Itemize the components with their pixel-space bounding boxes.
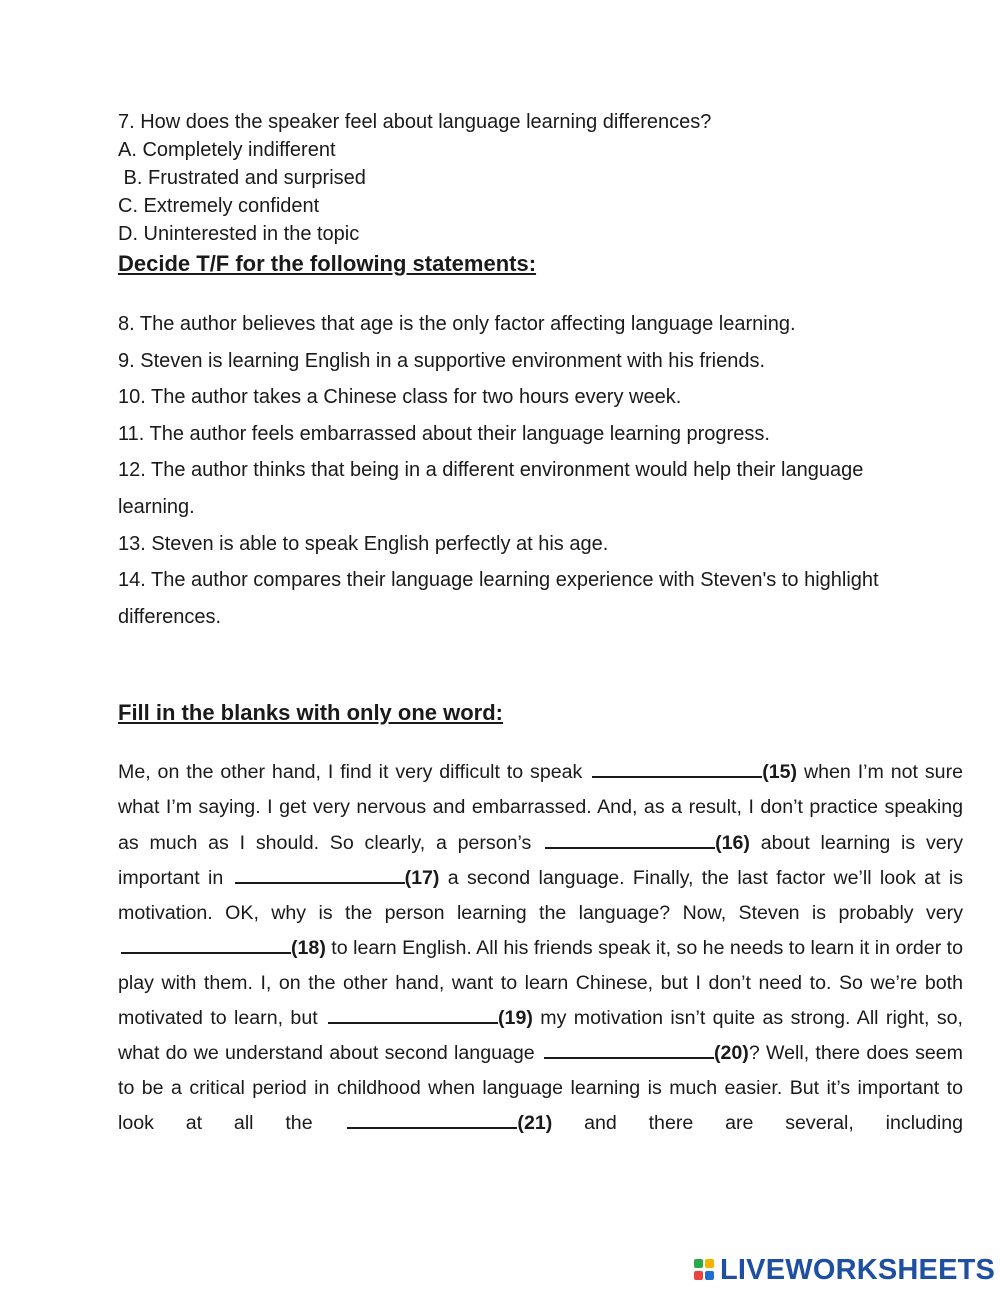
passage-text: when I’m not sure what I’m saying. I get very nervous and embarrassed. And, as a result, I don’t practice speaking as much as I should. So clearly, a person’s <box>118 761 963 854</box>
option-b[interactable]: B. Frustrated and surprised <box>118 167 366 189</box>
statement-9: 9. Steven is learning English in a supportive environment with his friends. <box>118 349 766 372</box>
blank-17-input[interactable] <box>235 864 405 884</box>
logo-square-green <box>694 1259 703 1268</box>
logo-square-red <box>694 1271 703 1280</box>
statement-14-continued: differences. <box>118 605 222 628</box>
blank-21-number: (21) <box>517 1112 553 1135</box>
blank-19-input[interactable] <box>328 1004 498 1024</box>
passage-text: my motivation isn’t quite as strong. All right, so, what do we understand about second language <box>118 1007 963 1065</box>
option-c[interactable]: C. Extremely confident <box>118 195 320 217</box>
passage-text: about learning is very important in <box>118 831 963 889</box>
blank-20-input[interactable] <box>544 1039 714 1059</box>
statement-12: 12. The author thinks that being in a different environment would help their language <box>118 459 864 482</box>
option-d[interactable]: D. Uninterested in the topic <box>118 223 360 245</box>
logo-square-blue <box>705 1271 714 1280</box>
statement-8: 8. The author believes that age is the only factor affecting language learning. <box>118 313 796 335</box>
blank-18-input[interactable] <box>121 934 291 954</box>
logo-squares-icon <box>694 1257 716 1285</box>
blank-16-number: (16) <box>715 831 750 854</box>
fill-blanks-paragraph <box>118 755 963 1141</box>
blank-15-number: (15) <box>762 761 798 784</box>
passage-text: to learn English. All his friends speak it, so he needs to learn it in order to play with them. I, on the other hand, want to learn Chinese, but I don’t need to. So we’re both motivated to learn, but <box>118 936 964 1029</box>
statement-13: 13. Steven is able to speak English perfectly at his age. <box>118 532 609 555</box>
statement-10: 10. The author takes a Chinese class for two hours every week. <box>118 386 682 409</box>
blank-19-number: (19) <box>498 1007 533 1029</box>
blank-18-number: (18) <box>291 936 326 959</box>
blank-21-input[interactable] <box>347 1109 517 1129</box>
option-a[interactable]: A. Completely indifferent <box>118 139 336 161</box>
blank-16-input[interactable] <box>545 829 715 849</box>
true-false-list <box>118 306 963 635</box>
question-7 <box>118 108 963 248</box>
passage-text: a second language. Finally, the last factor we’ll look at is motivation. OK, why is the person learning the language? Now, Steven is probably very <box>118 866 963 924</box>
blank-20-number: (20) <box>713 1042 749 1065</box>
logo-square-yellow <box>705 1259 714 1268</box>
question-7-stem: 7. How does the speaker feel about language learning differences? <box>118 111 712 133</box>
worksheet-page <box>118 108 963 1161</box>
passage-text: Me, on the other hand, I find it very difficult to speak <box>118 761 590 784</box>
passage-text: ? Well, there does seem to be a critical period in childhood when language learning is much easier. But it’s important to look at all the <box>118 1042 963 1135</box>
blank-15-input[interactable] <box>592 758 762 778</box>
statement-12-continued: learning. <box>118 495 195 518</box>
fill-blanks-heading: Fill in the blanks with only one word: <box>118 700 504 726</box>
logo-text: LIVEWORKSHEETS <box>720 1254 996 1286</box>
passage-text: and there are several, including <box>552 1112 964 1135</box>
true-false-heading: Decide T/F for the following statements: <box>118 251 537 276</box>
liveworksheets-logo <box>694 1254 995 1287</box>
statement-11: 11. The author feels embarrassed about their language learning progress. <box>118 422 770 445</box>
blank-17-number: (17) <box>404 866 440 889</box>
statement-14: 14. The author compares their language learning experience with Steven's to highlight <box>118 569 879 592</box>
